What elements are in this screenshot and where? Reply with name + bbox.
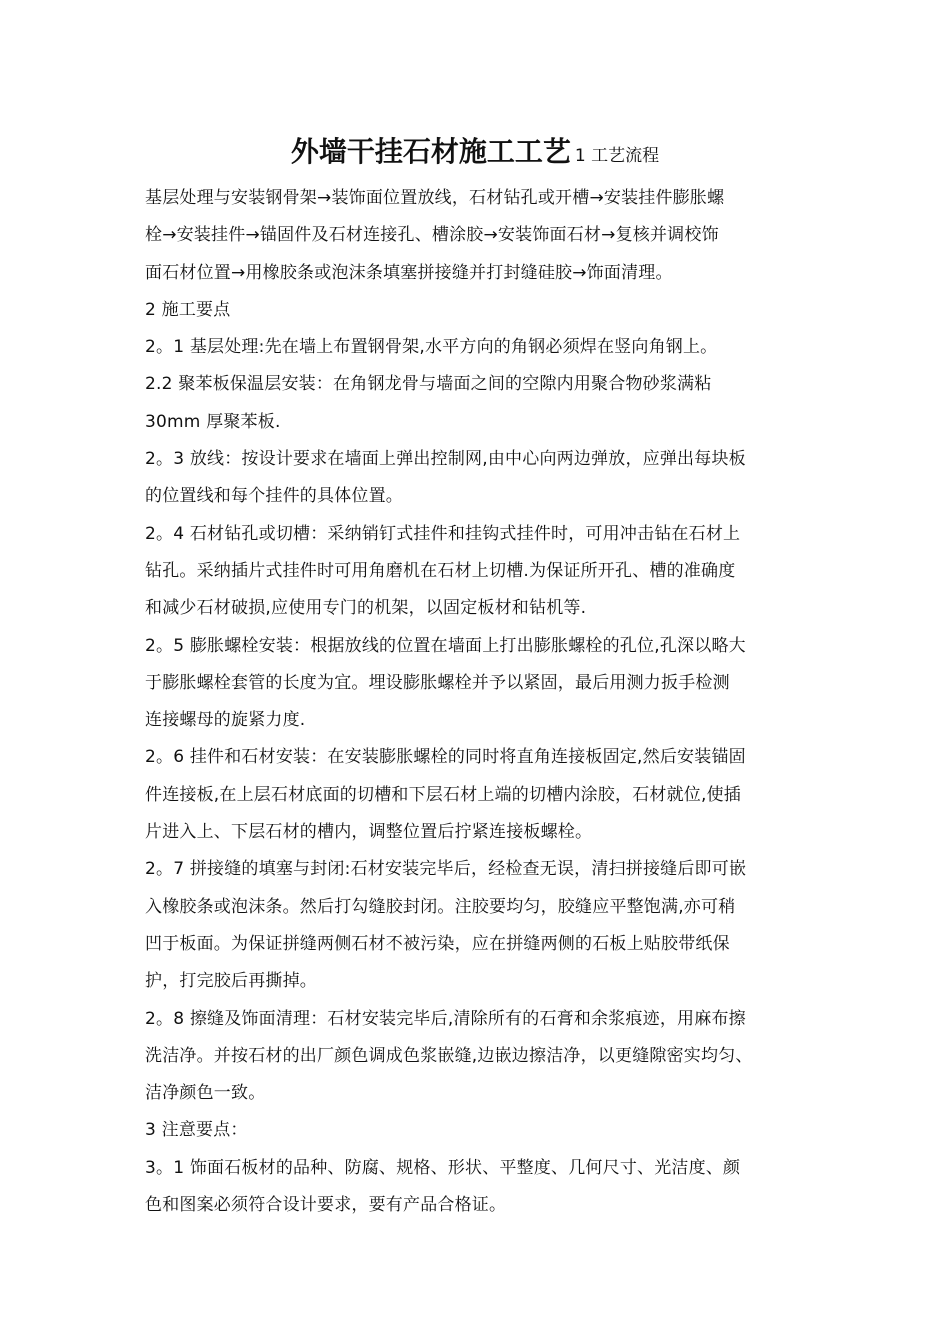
text-line: 的位置线和每个挂件的具体位置。 <box>145 486 403 507</box>
text-line: 洁净颜色一致。 <box>145 1083 266 1104</box>
document-body <box>145 180 815 1224</box>
text-line: 2。8 擦缝及饰面清理：石材安装完毕后,清除所有的石膏和余浆痕迹，用麻布擦 <box>145 1008 746 1029</box>
text-line: 2。3 放线：按设计要求在墙面上弹出控制网,由中心向两边弹放，应弹出每块板 <box>145 449 746 470</box>
text-line: 2。4 石材钻孔或切槽：采纳销钉式挂件和挂钩式挂件时，可用冲击钻在石材上 <box>145 523 741 544</box>
text-line: 2.2 聚苯板保温层安装：在角钢龙骨与墙面之间的空隙内用聚合物砂浆满粘 <box>145 374 712 395</box>
text-line: 基层处理与安装钢骨架→装饰面位置放线，石材钻孔或开槽→安装挂件膨胀螺 <box>145 188 725 208</box>
text-line: 2。1 基层处理:先在墙上布置钢骨架,水平方向的角钢必须焊在竖向角钢上。 <box>145 337 718 358</box>
text-line: 护，打完胶后再撕掉。 <box>145 971 317 992</box>
text-line: 件连接板,在上层石材底面的切槽和下层石材上端的切槽内涂胶，石材就位,使插 <box>145 784 742 805</box>
title-suffix: 1 工艺流程 <box>574 146 660 166</box>
text-line: 3 注意要点： <box>145 1120 248 1141</box>
text-line: 30mm 厚聚苯板. <box>145 411 281 432</box>
text-line: 2 施工要点 <box>145 299 231 320</box>
text-line: 栓→安装挂件→锚固件及石材连接孔、槽涂胶→安装饰面石材→复核并调校饰 <box>145 225 719 246</box>
text-line: 入橡胶条或泡沫条。然后打勾缝胶封闭。注胶要均匀，胶缝应平整饱满,亦可稍 <box>145 896 736 917</box>
text-line: 2。7 拼接缝的填塞与封闭:石材安装完毕后，经检查无误，清扫拼接缝后即可嵌 <box>145 859 747 880</box>
text-line: 凹于板面。为保证拼缝两侧石材不被污染，应在拼缝两侧的石板上贴胶带纸保 <box>145 933 730 954</box>
text-line: 面石材位置→用橡胶条或泡沫条填塞拼接缝并打封缝硅胶→饰面清理。 <box>145 262 673 283</box>
text-line: 2。5 膨胀螺栓安装：根据放线的位置在墙面上打出膨胀螺栓的孔位,孔深以略大 <box>145 635 746 656</box>
text-line: 色和图案必须符合设计要求，要有产品合格证。 <box>145 1195 507 1216</box>
text-line: 连接螺母的旋紧力度. <box>145 710 306 731</box>
text-line: 洗洁净。并按石材的出厂颜色调成色浆嵌缝,边嵌边擦洁净，以更缝隙密实均匀、 <box>145 1045 753 1066</box>
text-line: 片进入上、下层石材的槽内，调整位置后拧紧连接板螺栓。 <box>145 822 593 843</box>
text-line: 于膨胀螺栓套管的长度为宜。埋设膨胀螺栓并予以紧固，最后用测力扳手检测 <box>145 672 730 693</box>
text-line: 2。6 挂件和石材安装：在安装膨胀螺栓的同时将直角连接板固定,然后安装锚固 <box>145 747 746 768</box>
text-line: 3。1 饰面石板材的品种、防腐、规格、形状、平整度、几何尺寸、光洁度、颜 <box>145 1157 741 1178</box>
text-line: 和减少石材破损,应使用专门的机架，以固定板材和钻机等. <box>145 598 587 619</box>
text-line: 钻孔。采纳插片式挂件时可用角磨机在石材上切槽.为保证所开孔、槽的准确度 <box>145 560 736 581</box>
title-line <box>0 132 950 176</box>
document-title: 外墙干挂石材施工工艺 <box>290 135 571 168</box>
